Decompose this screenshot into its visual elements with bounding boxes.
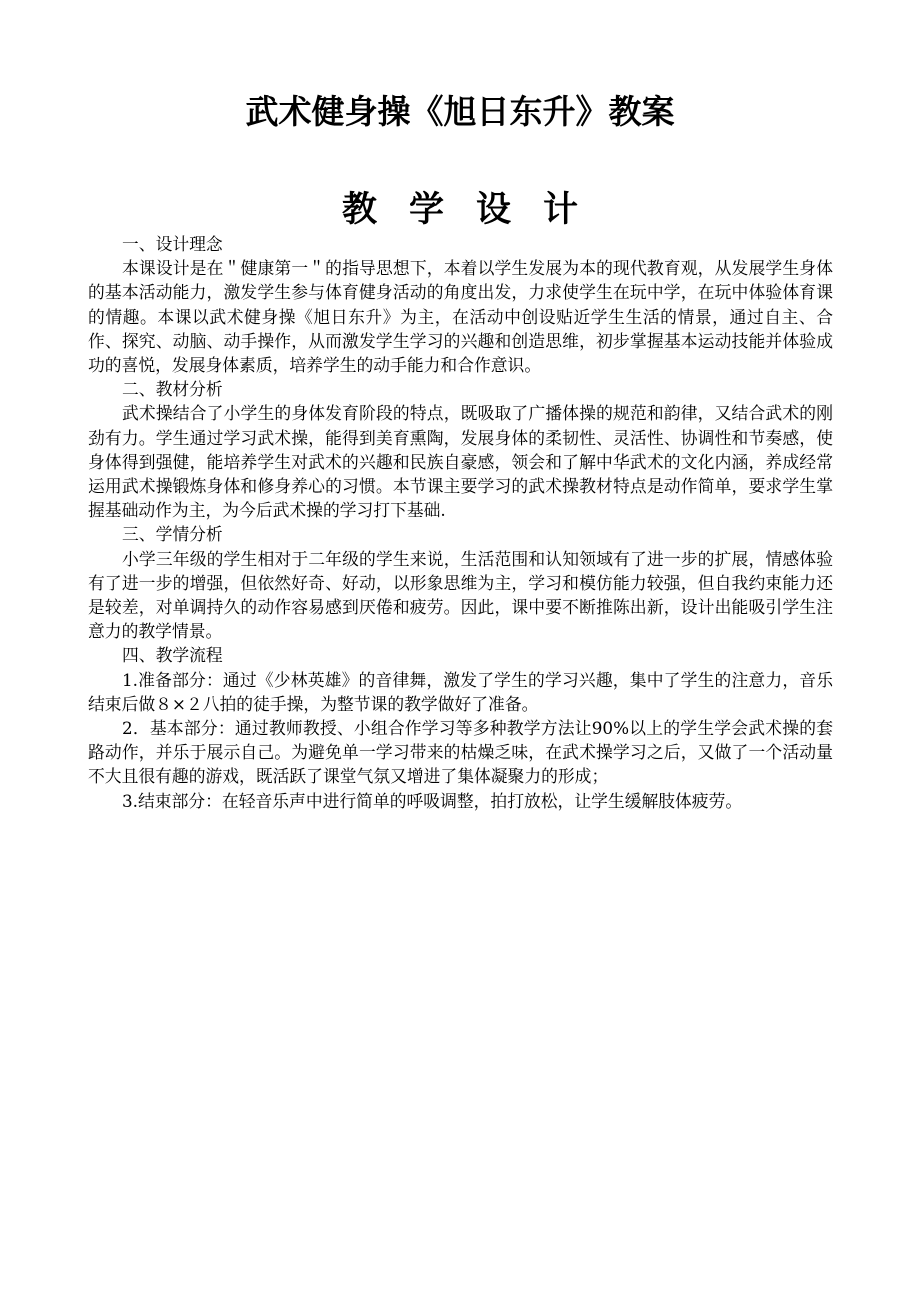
section-heading: 三、学情分析 xyxy=(122,524,223,545)
document-title: 武术健身操《旭日东升》教案 xyxy=(245,92,675,131)
section-paragraph: 小学三年级的学生相对于二年级的学生来说，生活范围和认知领域有了进一步的扩展，情感体验有了进一步的增强，但依然好奇、好动，以形象思维为主，学习和模仿能力较强，但自我约束能力还是较差，对单调持久的动作容易感到厌倦和疲劳。因此，课中要不断推陈出新，设计出能吸引学生注意力的教学情景。 xyxy=(88,548,833,642)
section-heading: 四、教学流程 xyxy=(122,645,223,666)
document-subtitle: 教学设计 xyxy=(341,190,610,230)
section-paragraph: 1.准备部分：通过《少林英雄》的音律舞，激发了学生的学习兴趣，集中了学生的注意力，音乐结束后做８×２八拍的徒手操，为整节课的教学做好了准备。 xyxy=(88,669,833,714)
section-heading: 一、设计理念 xyxy=(122,234,223,254)
section-paragraph: 武术操结合了小学生的身体发育阶段的特点，既吸取了广播体操的规范和韵律，又结合武术的刚劲有力。学生通过学习武术操，能得到美育熏陶，发展身体的柔韧性、灵活性、协调性和节奏感，使身体得到强健，能培养学生对武术的兴趣和民族自豪感，领会和了解中华武术的文化内涵，养成经常运用武术操锻炼身体和修身养心的习惯。本节课主要学习的武术操教材特点是动作简单，要求学生掌握基础动作为主，为今后武术操的学习打下基础. xyxy=(88,403,833,521)
section-paragraph: 3.结束部分：在轻音乐声中进行简单的呼吸调整，拍打放松，让学生缓解肢体疲劳。 xyxy=(122,790,743,811)
section-design-concept xyxy=(88,232,833,377)
section-material-analysis xyxy=(88,377,833,522)
section-teaching-process xyxy=(88,643,833,812)
section-paragraph: 2．基本部分：通过教师教授、小组合作学习等多种教学方法让90%以上的学生学会武术操的套路动作，并乐于展示自己。为避免单一学习带来的枯燥乏味，在武术操学习之后，又做了一个活动量不大且很有趣的游戏，既活跃了课堂气氛又增进了集体凝聚力的形成； xyxy=(88,718,833,787)
section-heading: 二、教材分析 xyxy=(122,379,223,400)
document-body xyxy=(88,232,833,813)
section-paragraph: 本课设计是在＂健康第一＂的指导思想下，本着以学生发展为本的现代教育观，从发展学生身体的基本活动能力，激发学生参与体育健身活动的角度出发，力求使学生在玩中学，在玩中体验体育课的情趣。本课以武术健身操《旭日东升》为主，在活动中创设贴近学生生活的情景，通过自主、合作、探究、动脑、动手操作，从而激发学生学习的兴趣和创造思维，初步掌握基本运动技能并体验成功的喜悦，发展身体素质，培养学生的动手能力和合作意识。 xyxy=(88,258,833,376)
section-student-analysis xyxy=(88,522,833,643)
